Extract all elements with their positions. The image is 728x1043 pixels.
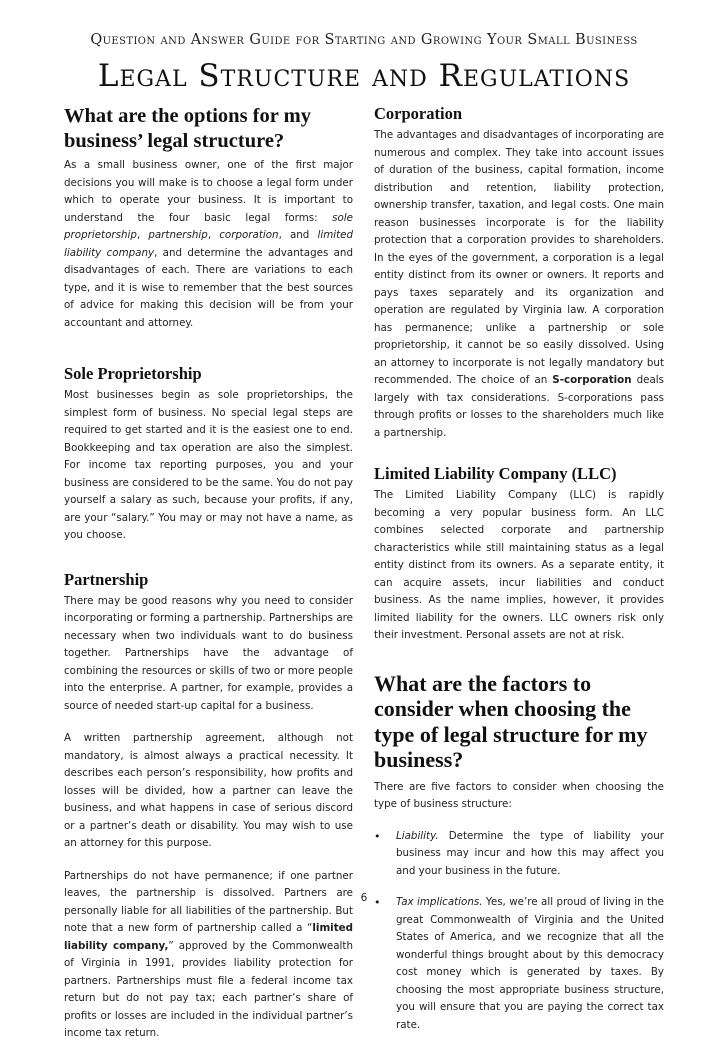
page-number: 6 — [360, 892, 368, 904]
corporation-text: The advantages and disadvantages of incorporating are numerous and complex. They take into account issues of duration of the business, capital formation, income distribution and retention, liability protection, ownership transfer, taxation, and legal costs. One main reason businesses incorporate is for the liability protection that a corporation provides to shareholders. In the eyes of the government, a corporation is a legal entity distinct from its owner or owners. It reports and pays taxes separately and its organization and operation are regulated by Virginia law. A corporation has permanence; unlike a partnership or sole proprietorship, it cannot be so easily dissolved. Using an attorney to incorporate is not legally mandatory but recommended. The choice of an S-corporation deals largely with tax considerations. S-corporations pass through profits or losses to the shareholders much like a partnership. — [374, 129, 664, 439]
sole-proprietorship-heading: Sole Proprietorship — [64, 364, 202, 383]
partnership-heading: Partnership — [64, 569, 149, 589]
list-item: • Tax implications. Yes, we’re all proud of living in the great Commonwealth of Virginia and the United States of America, and we recognize that all the wonderful things brought about by this democracy cost money which is generated by taxes. By choosing the most appropriate business structure, you will ensure that you are paying the correct tax rate. — [374, 894, 664, 1034]
partnership-text-3: Partnerships do not have permanence; if one partner leaves, the partnership is dissolved. Partners are personally liable for all liabilities of the partnership. But note that a new form of partnership called a “limited liability company,” approved by the Commonwealth of Virginia in 1991, provides liability protection for partners. Partnerships must file a federal income tax return but do not pay tax; each partner’s share of profits or losses are included in the individual partner’s income tax return. — [64, 869, 353, 1039]
running-header: Question and Answer Guide for Starting and Growing Your Small Business — [90, 32, 638, 48]
legal-structure-question: What are the options for my business’ legal structure? — [64, 105, 311, 152]
partnership-text-1: There may be good reasons why you need to consider incorporating or forming a partnership. Partnerships are necessary when two individuals want to do business together. Partnerships have the advantage of combining the resources or skills of two or more people into the enterprise. A partner, for example, provides a source of needed start-up capital for a business. — [64, 594, 353, 712]
page-title: Legal Structure and Regulations — [97, 58, 631, 94]
factors-intro: There are five factors to consider when choosing the type of business structure: — [374, 780, 664, 810]
llc-heading: Limited Liability Company (LLC) — [374, 464, 617, 483]
factors-list — [374, 828, 664, 1035]
factors-question: What are the factors to consider when choosing the type of legal structure for my business? — [374, 670, 648, 772]
partnership-text-2: A written partnership agreement, although not mandatory, is almost always a practical necessity. It describes each person’s responsibility, how profits and losses will be divided, how a partner can leave the business, and what happens in case of serious discord or a partner’s death or disability. You may wish to use an attorney for this purpose. — [64, 732, 353, 849]
corporation-heading: Corporation — [374, 104, 462, 123]
llc-text: The Limited Liability Company (LLC) is rapidly becoming a very popular business form. An LLC combines selected corporate and partnership characteristics while still maintaining status as a legal entity distinct from its owners. As a separate entity, it can acquire assets, incur liabilities and conduct business. As the name implies, however, it provides limited liability for the owners. LLC owners risk only their investment. Personal assets are not at risk. — [374, 489, 664, 641]
list-item: • Liability. Determine the type of liability your business may incur and how this may affect you and your business in the future. — [374, 828, 664, 881]
sole-proprietorship-text: Most businesses begin as sole proprietorships, the simplest form of business. No special legal steps are required to get started and it is the easiest one to end. Bookkeeping and tax operation are also the simplest. For income tax reporting purposes, you and your business are considered to be the same. You do not pay yourself a salary as such, because your profits, if any, are your “salary.” You may or may not have a name, as you choose. — [64, 389, 353, 541]
legal-structure-intro: As a small business owner, one of the first major decisions you will make is to choose a legal form under which to operate your business. It is important to understand the four basic legal forms: sole proprietorship, partnership, corporation, and limited liability company, and determine the advantages and disadvantages of each. There are variations to each type, and it is wise to remember that the best sources of advice for making this decision will be from your accountant and attorney. — [64, 159, 354, 329]
